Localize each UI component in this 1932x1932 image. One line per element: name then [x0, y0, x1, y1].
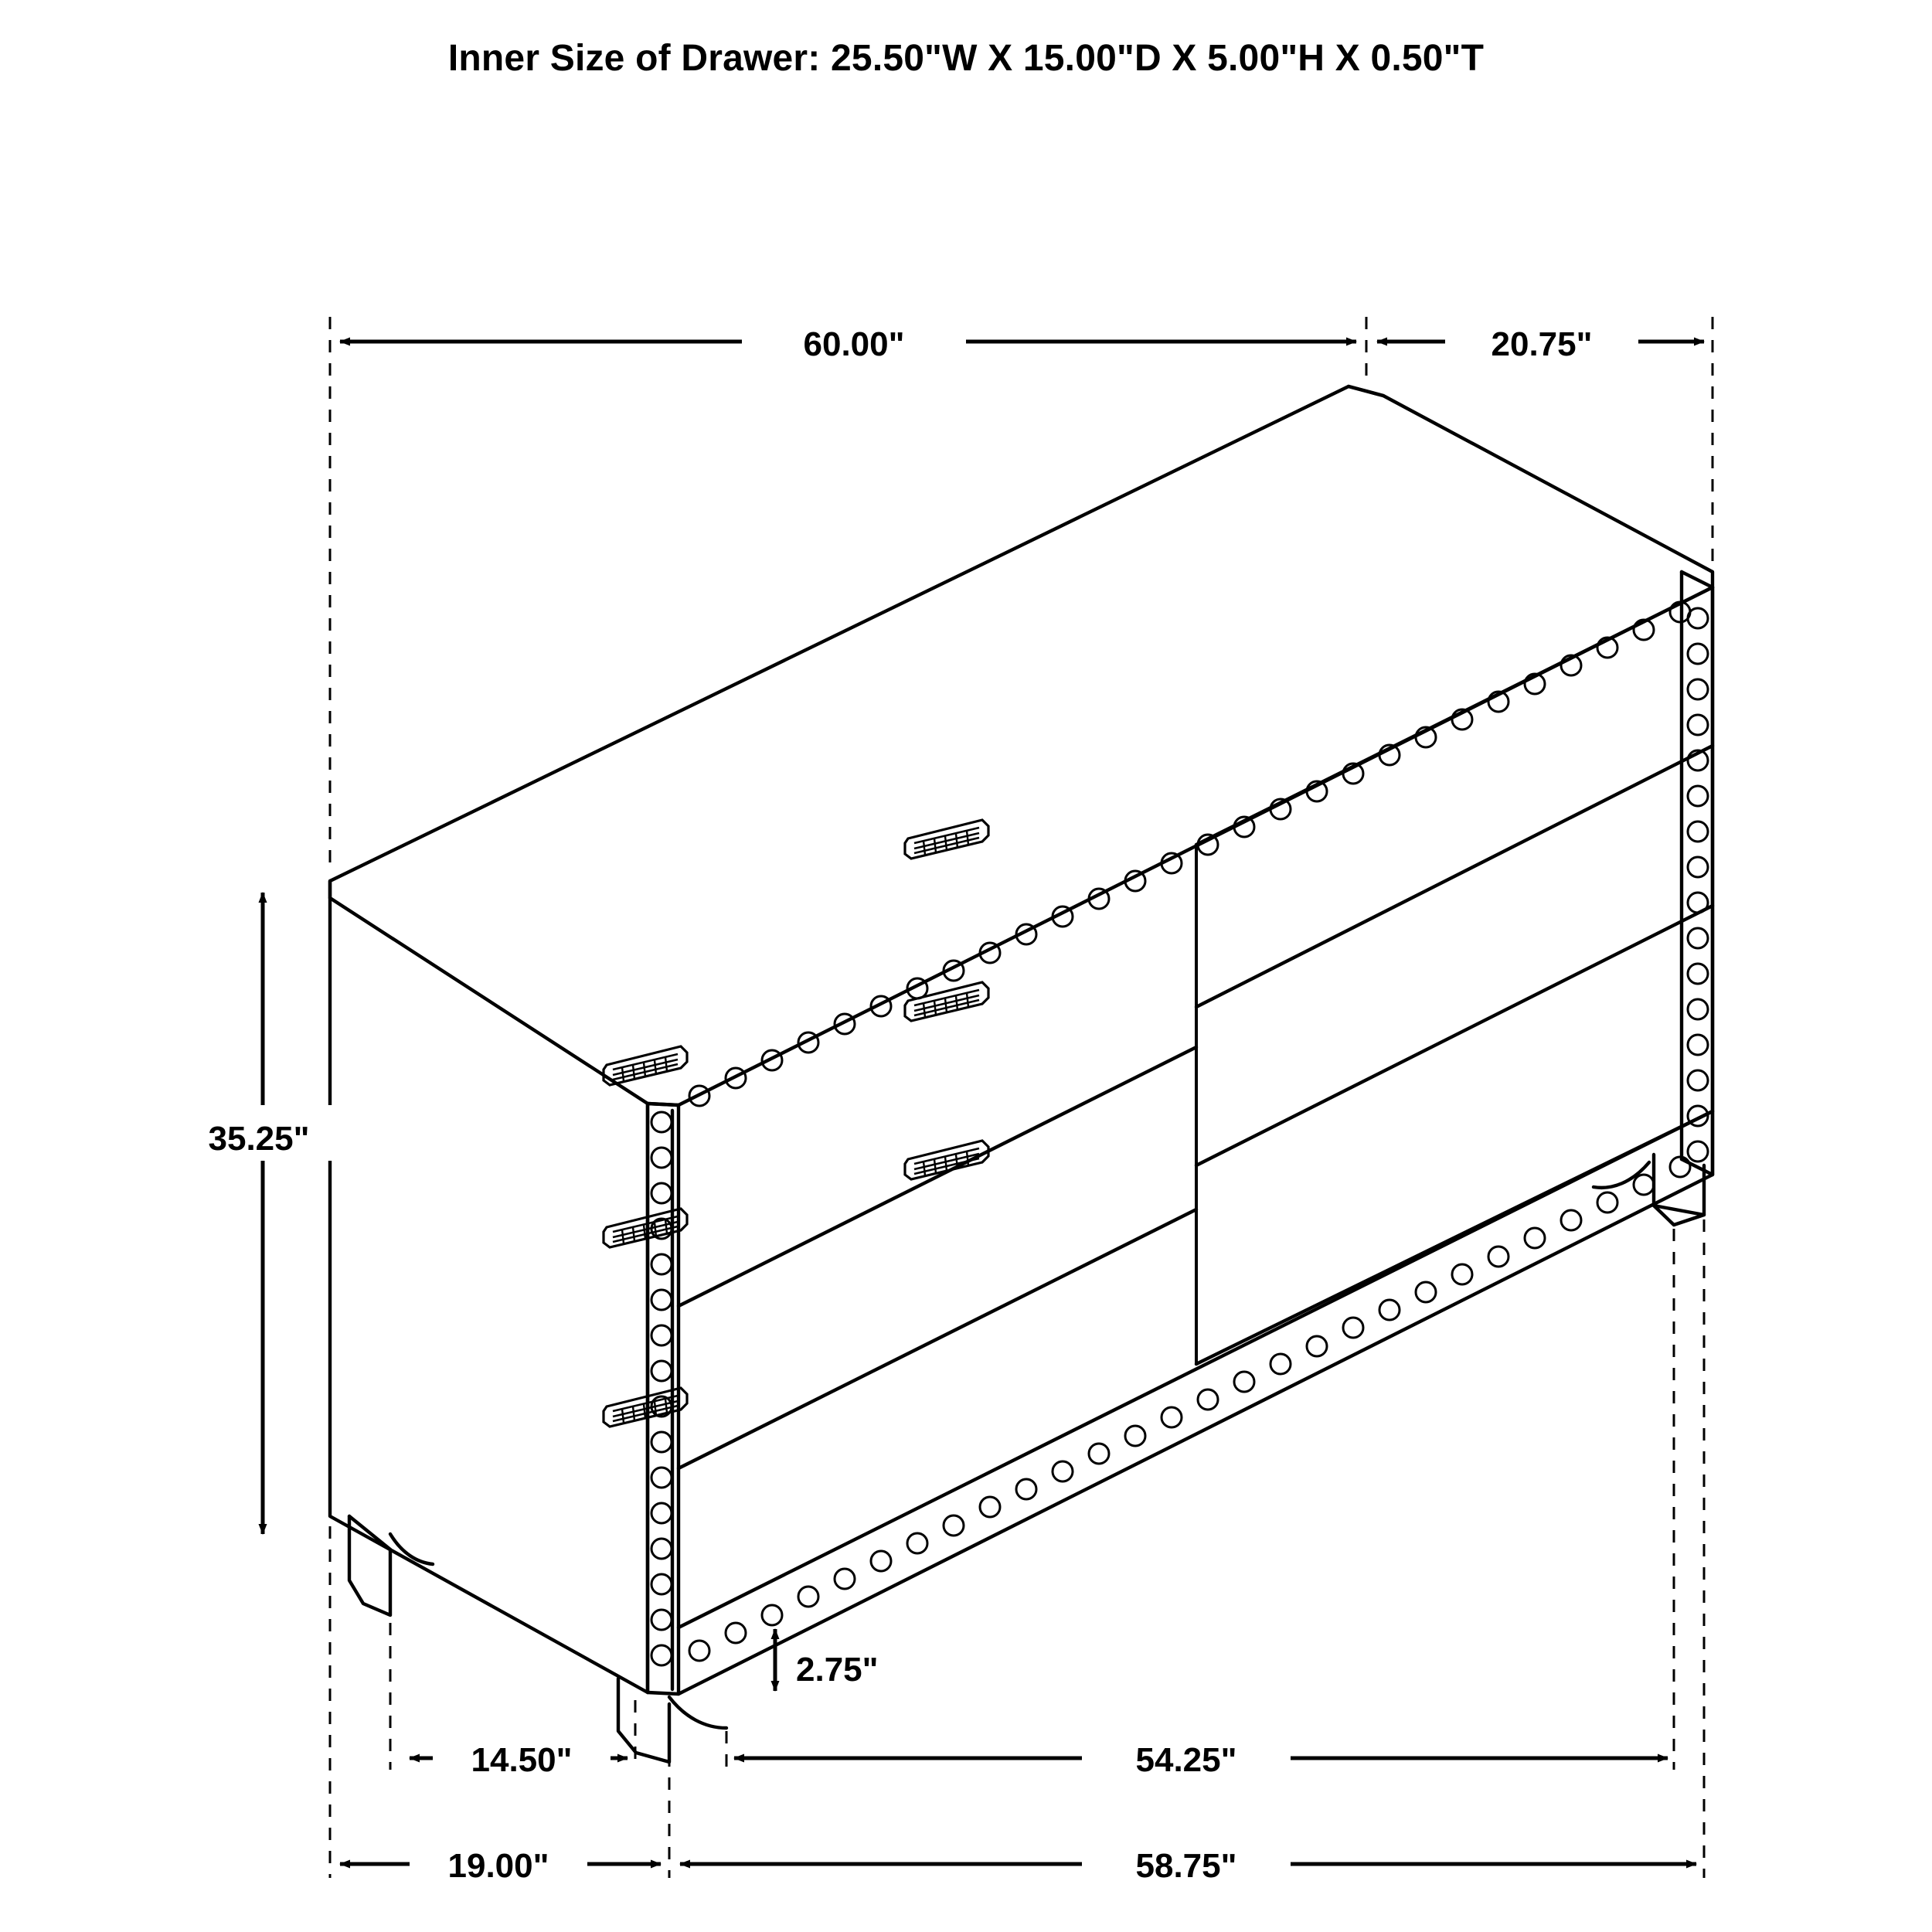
page-title: Inner Size of Drawer: 25.50"W X 15.00"D X 5.00"H X 0.50"T [447, 38, 1485, 79]
drawer-divider-left-2 [679, 1209, 1196, 1468]
dimension-label-base-width: 58.75" [1135, 1847, 1237, 1885]
dimension-top-depth [1377, 313, 1704, 369]
leg-back-left-top [349, 1516, 390, 1549]
dimension-front-left-offset [410, 1730, 628, 1785]
top-corner-right-back [1349, 386, 1383, 396]
dimension-height [192, 893, 400, 1534]
dresser-top-panel [330, 386, 1713, 1105]
dimension-label-front-width: 54.25" [1135, 1741, 1237, 1779]
handle-right-middle [905, 982, 988, 1021]
handle-left-middle [604, 1209, 687, 1247]
dimension-extension-lines [330, 317, 1713, 1878]
handle-left-top [604, 1046, 687, 1085]
handle-left-bottom [604, 1388, 687, 1427]
drawer-divider-right-1 [1196, 746, 1713, 1007]
dresser-front-bottom-left-corner [648, 1692, 679, 1694]
dresser-illustration [330, 386, 1713, 1762]
left-band-top [648, 1104, 679, 1105]
nailhead-row-top-right [689, 602, 1690, 1106]
dimension-base-width [680, 1835, 1696, 1891]
dimension-top-width [340, 313, 1356, 369]
dresser-left-side-panel [330, 898, 648, 1692]
skirt-curve-left-front [669, 1697, 726, 1728]
dimension-front-width [734, 1730, 1668, 1785]
dimension-label-height: 35.25" [208, 1120, 310, 1158]
dimension-label-front-left-offset: 14.50" [471, 1741, 573, 1779]
handle-right-top [905, 820, 988, 859]
nailhead-row-right-side [1688, 608, 1708, 1162]
dimension-label-top-width: 60.00" [803, 325, 905, 363]
nailhead-trim [651, 602, 1708, 1665]
drawer-divider-left-1 [679, 1047, 1196, 1306]
dimension-label-base-left-offset: 19.00" [447, 1847, 549, 1885]
drawer-divider-right-3 [1196, 1111, 1713, 1364]
dimension-label-top-depth: 20.75" [1491, 325, 1593, 363]
dimension-label-leg-height: 2.75" [796, 1651, 879, 1689]
drawer-handles [604, 820, 988, 1427]
dimension-base-left-offset [340, 1835, 661, 1891]
drawer-divider-right-2 [1196, 906, 1713, 1165]
right-band-top [1682, 572, 1713, 587]
nailhead-row-left-side [651, 1112, 672, 1665]
nailhead-row-bottom-rail [689, 1157, 1690, 1661]
